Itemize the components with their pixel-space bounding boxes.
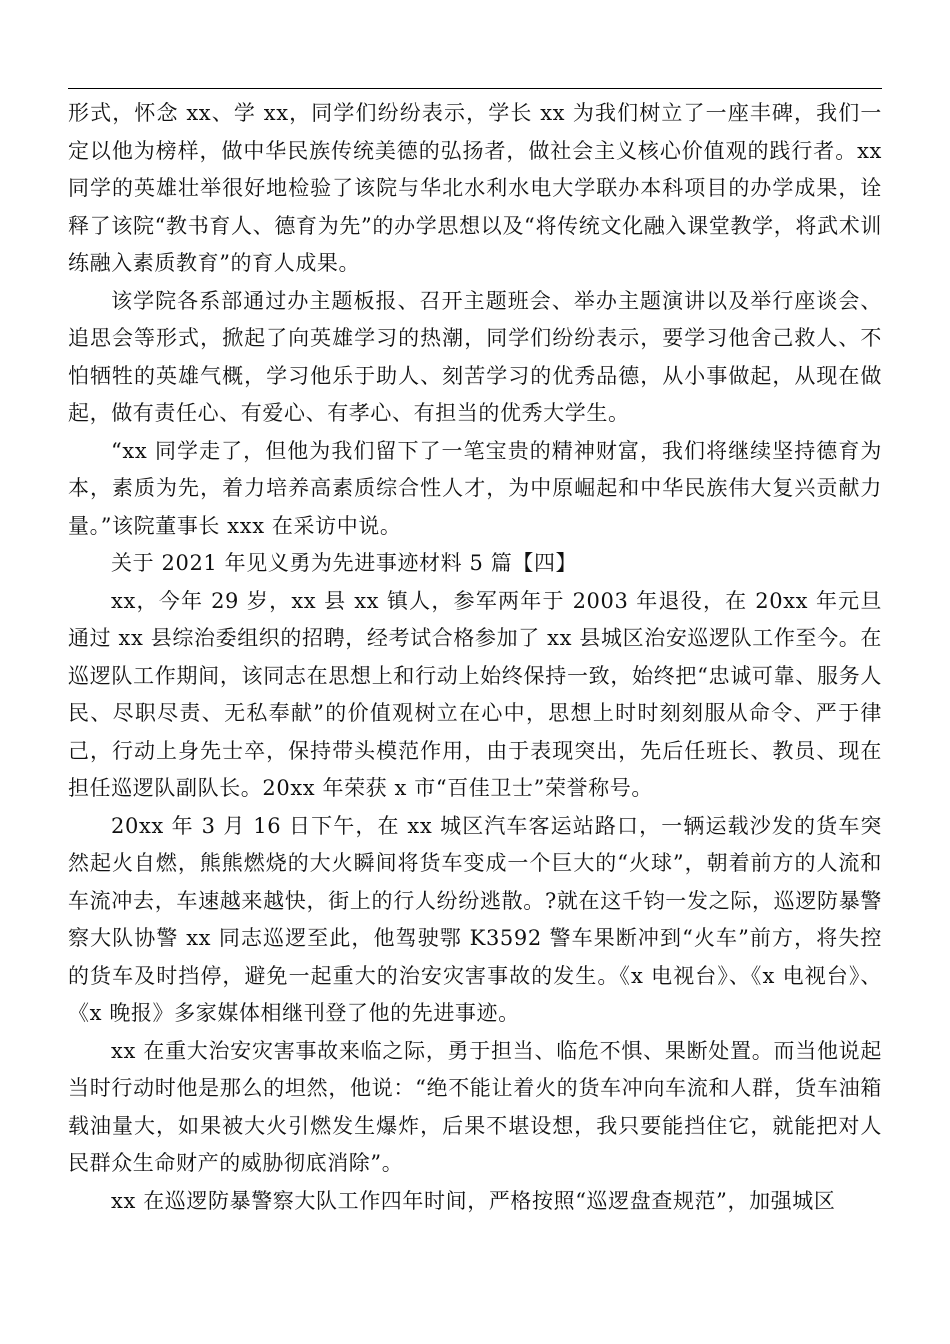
document-page <box>68 88 882 1220</box>
paragraph-patrol-work: xx 在巡逻防暴警察大队工作四年时间，严格按照“巡逻盘查规范”，加强城区 <box>111 1188 836 1213</box>
paragraph-statement: xx 在重大治安灾害事故来临之际，勇于担当、临危不惧、果断处置。而当他说起当时行动时他是那么的坦然，他说：“绝不能让着火的货车冲向车流和人群，货车油箱载油量大，如果被大火引燃发生爆炸，后果不堪设想，我只要能挡住它，就能把对人民群众生命财产的威胁彻底消除”。 <box>68 1038 882 1175</box>
section-heading: 关于 2021 年见义勇为先进事迹材料 5 篇【四】 <box>111 551 578 575</box>
paragraph-incident: 20xx 年 3 月 16 日下午，在 xx 城区汽车客运站路口，一辆运载沙发的货车突然起火自燃，熊熊燃烧的大火瞬间将货车变成一个巨大的“火球”，朝着前方的人流和车流冲去，车速越来越快，街上的行人纷纷逃散。?就在这千钧一发之际，巡逻防暴警察大队协警 xx 同志巡逻至此，他驾驶鄂 K3592 警车果断冲到“火车”前方，将失控的货车及时挡停，避免一起重大的治安灾害事故的发生。《x 电视台》、《x 电视台》、《x 晚报》多家媒体相继刊登了他的先进事迹。 <box>68 813 882 1025</box>
paragraph-chairman-quote: “xx 同学走了，但他为我们留下了一笔宝贵的精神财富，我们将继续坚持德育为本，素质为先，着力培养高素质综合性人才，为中原崛起和中华民族伟大复兴贡献力量。”该院董事长 xxx 在采访中说。 <box>68 438 882 538</box>
paragraph-profile: xx，今年 29 岁，xx 县 xx 镇人，参军两年于 2003 年退役，在 20xx 年元旦通过 xx 县综治委组织的招聘，经考试合格参加了 xx 县城区治安巡逻队工作至今。在巡逻队工作期间，该同志在思想上和行动上始终保持一致，始终把“忠诚可靠、服务人民、尽职尽责、无私奉献”的价值观树立在心中，思想上时时刻刻服从命令、严于律己，行动上身先士卒，保持带头模范作用，由于表现突出，先后任班长、教员、现在担任巡逻队副队长。20xx 年荣获 x 市“百佳卫士”荣誉称号。 <box>68 588 882 800</box>
paragraph-continuation: 形式，怀念 xx、学 xx，同学们纷纷表示，学长 xx 为我们树立了一座丰碑，我们一定以他为榜样，做中华民族传统美德的弘扬者，做社会主义核心价值观的践行者。xx 同学的英雄壮举很好地检验了该院与华北水利水电大学联办本科项目的办学成果，诠释了该院“教书育人、德育为先”的办学思想以及“将传统文化融入课堂教学，将武术训练融入素质教育”的育人成果。 <box>68 101 882 275</box>
paragraph-campus-activities: 该学院各系部通过办主题板报、召开主题班会、举办主题演讲以及举行座谈会、追思会等形式，掀起了向英雄学习的热潮，同学们纷纷表示，要学习他舍己救人、不怕牺牲的英雄气概，学习他乐于助人、刻苦学习的优秀品德，从小事做起，从现在做起，做有责任心、有爱心、有孝心、有担当的优秀大学生。 <box>68 288 882 425</box>
header-rule <box>68 88 882 89</box>
